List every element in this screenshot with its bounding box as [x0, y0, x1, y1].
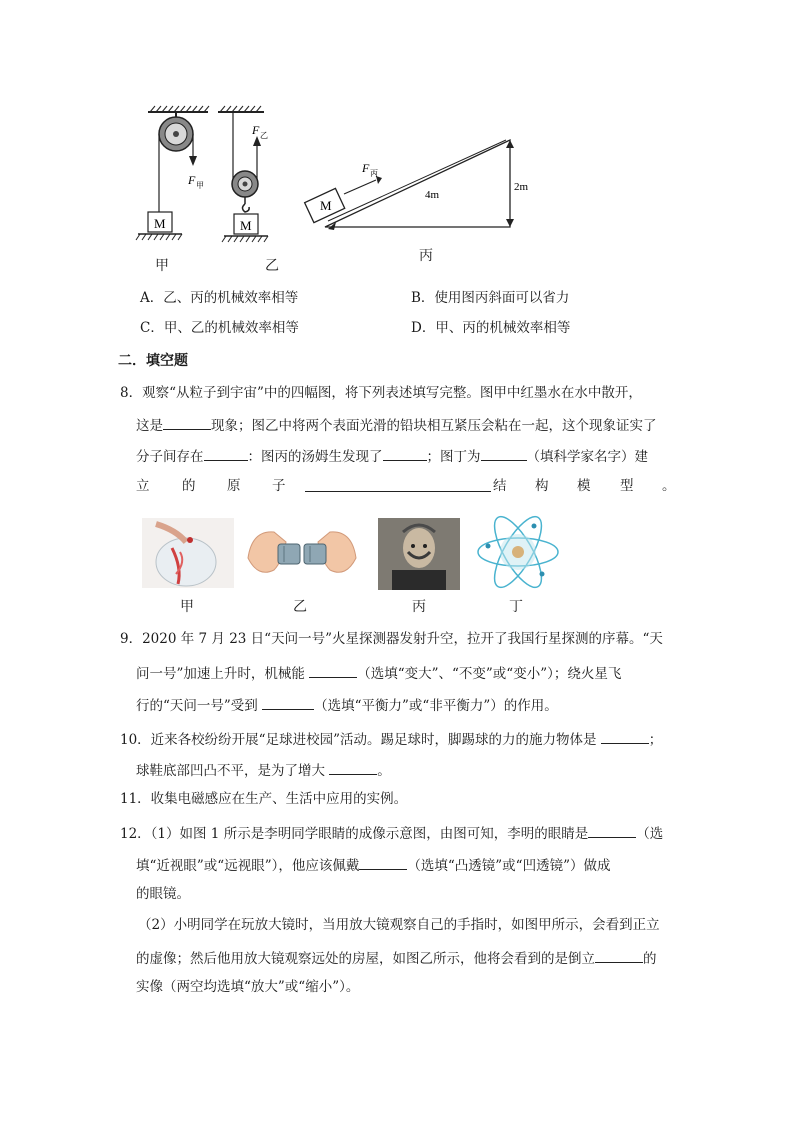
- q12-line5: [136, 950, 657, 967]
- q8-blank-2[interactable]: [204, 448, 248, 461]
- caption-jia: 甲: [155, 258, 169, 274]
- q12-blank-3[interactable]: [595, 950, 643, 963]
- q10-line2-text-b: 。: [377, 763, 391, 779]
- q9-line3-text-b: （选填“平衡力”或“非平衡力”）的作用。: [314, 698, 558, 714]
- q9-line3-text-a: 行的“天问一号”受到: [136, 698, 258, 714]
- q9-blank-2[interactable]: [262, 697, 314, 710]
- q10-line2: [136, 762, 391, 779]
- option-b: B．使用图丙斜面可以省力: [411, 290, 570, 306]
- q8-blank-3[interactable]: [383, 448, 427, 461]
- lead-blocks-image: [244, 518, 360, 588]
- q8-line4-e3: 型: [620, 478, 634, 494]
- q8-blank-4[interactable]: [481, 448, 527, 461]
- ink-in-water-image: [142, 518, 234, 588]
- force-sub-jia: 甲: [196, 181, 204, 190]
- q12-blank-2[interactable]: [359, 857, 407, 870]
- q12-line1: [120, 825, 663, 842]
- q9-line2-text-a: 问一号”加速上升时，机械能: [136, 666, 305, 682]
- q10-line1: [120, 731, 662, 748]
- q8-line3-text-d: （填科学家名字）建: [526, 449, 648, 465]
- q9-line2-text-b: （选填“变大”、“不变”或“变小”）；绕火星飞: [357, 666, 622, 682]
- q10-line1-text-a: 10．近来各校纷纷开展“足球进校园”活动。踢足球时，脚踢球的力的施力物体是: [120, 732, 597, 748]
- section-title: 二．填空题: [118, 353, 188, 369]
- atom-model-image: [472, 516, 564, 588]
- q8-line4-c2: 原: [227, 478, 241, 494]
- q8-line2: [136, 417, 657, 434]
- q12-line2: [136, 857, 610, 874]
- q8-caption-jia: 甲: [180, 599, 194, 615]
- q10-blank-1[interactable]: [601, 731, 649, 744]
- incline-length-label: 4m: [425, 189, 440, 201]
- q8-line2-text-b: 现象；图乙中将两个表面光滑的铅块相互紧压会粘在一起，这个现象证实了: [211, 418, 657, 434]
- q8-caption-ding: 丁: [509, 599, 523, 615]
- incline-height-label: 2m: [514, 181, 529, 193]
- q8-line3: [136, 448, 648, 465]
- q12-line2-text-a: 填“近视眼”或“远视眼”），他应该佩戴: [136, 858, 360, 874]
- force-label-yi: F: [252, 123, 260, 137]
- q8-line4-c0: 立: [136, 478, 150, 494]
- q8-blank-5[interactable]: [305, 491, 491, 492]
- mechanics-figure: [130, 100, 530, 280]
- thomson-portrait-image: [378, 518, 460, 590]
- q8-line4-c1: 的: [182, 478, 196, 494]
- q8-caption-bing: 丙: [412, 599, 426, 615]
- caption-yi: 乙: [265, 258, 279, 274]
- option-c: C．甲、乙的机械效率相等: [140, 320, 299, 336]
- q8-line3-text-a: 分子间存在: [136, 449, 204, 465]
- q10-line1-text-b: ；: [648, 732, 663, 748]
- q12-line5-text-a: 的虚像；然后他用放大镜观察远处的房屋，如图乙所示，他将会看到的是倒立: [136, 951, 595, 967]
- q8-line4-c3: 子: [272, 478, 286, 494]
- mass-label-yi: M: [240, 218, 252, 233]
- q8-line2-text-a: 这是: [136, 418, 163, 434]
- q12-line3: 的眼镜。: [136, 886, 190, 902]
- q9-line1: 9．2020 年 7 月 23 日“天问一号”火星探测器发射升空，拉开了我国行星探测的序幕。“天: [120, 631, 663, 647]
- force-sub-bing: 丙: [370, 169, 378, 178]
- q12-blank-1[interactable]: [588, 825, 636, 838]
- caption-bing: 丙: [419, 248, 433, 264]
- option-d: D．甲、丙的机械效率相等: [411, 320, 571, 336]
- q8-line4-e1: 构: [535, 478, 549, 494]
- force-label-jia: F: [188, 173, 196, 187]
- q9-blank-1[interactable]: [309, 665, 357, 678]
- option-a: A．乙、丙的机械效率相等: [140, 290, 299, 306]
- mass-label-bing: M: [320, 198, 332, 213]
- fixed-pulley-diagram: [136, 106, 209, 240]
- q11-line1: 11．收集电磁感应在生产、生活中应用的实例。: [120, 791, 408, 807]
- q8-line1: 8．观察“从粒子到宇宙”中的四幅图，将下列表述填写完整。图甲中红墨水在水中散开，: [120, 385, 642, 401]
- incline-diagram: [305, 140, 514, 230]
- q8-line4-e2: 模: [577, 478, 591, 494]
- q12-line4: （2）小明同学在玩放大镜时，当用放大镜观察自己的手指时，如图甲所示，会看到正立: [138, 917, 660, 933]
- q12-line5-text-b: 的: [643, 951, 657, 967]
- q8-line3-text-b: ：图丙的汤姆生发现了: [247, 449, 383, 465]
- q12-line1-text-a: 12．（1）如图 1 所示是李明同学眼睛的成像示意图，由图可知，李明的眼睛是: [120, 826, 589, 842]
- q8-caption-yi: 乙: [293, 599, 307, 615]
- q12-line1-text-b: （选: [636, 826, 664, 842]
- q10-blank-2[interactable]: [329, 762, 377, 775]
- q10-line2-text-a: 球鞋底部凹凸不平，是为了增大: [136, 763, 325, 779]
- q8-line4-e4: 。: [662, 478, 676, 494]
- force-sub-yi: 乙: [260, 131, 268, 140]
- q8-blank-1[interactable]: [163, 417, 211, 430]
- mass-label-jia: M: [154, 216, 166, 231]
- q9-line3: [136, 697, 558, 714]
- q12-line6: 实像（两空均选填“放大”或“缩小”）。: [136, 979, 360, 995]
- q9-line2: [136, 665, 621, 682]
- q8-line3-text-c: ；图丁为: [426, 449, 481, 465]
- q12-line2-text-b: （选填“凸透镜”或“凹透镜”）做成: [407, 858, 611, 874]
- force-label-bing: F: [362, 161, 370, 175]
- q8-line4-e0: 结: [493, 478, 507, 494]
